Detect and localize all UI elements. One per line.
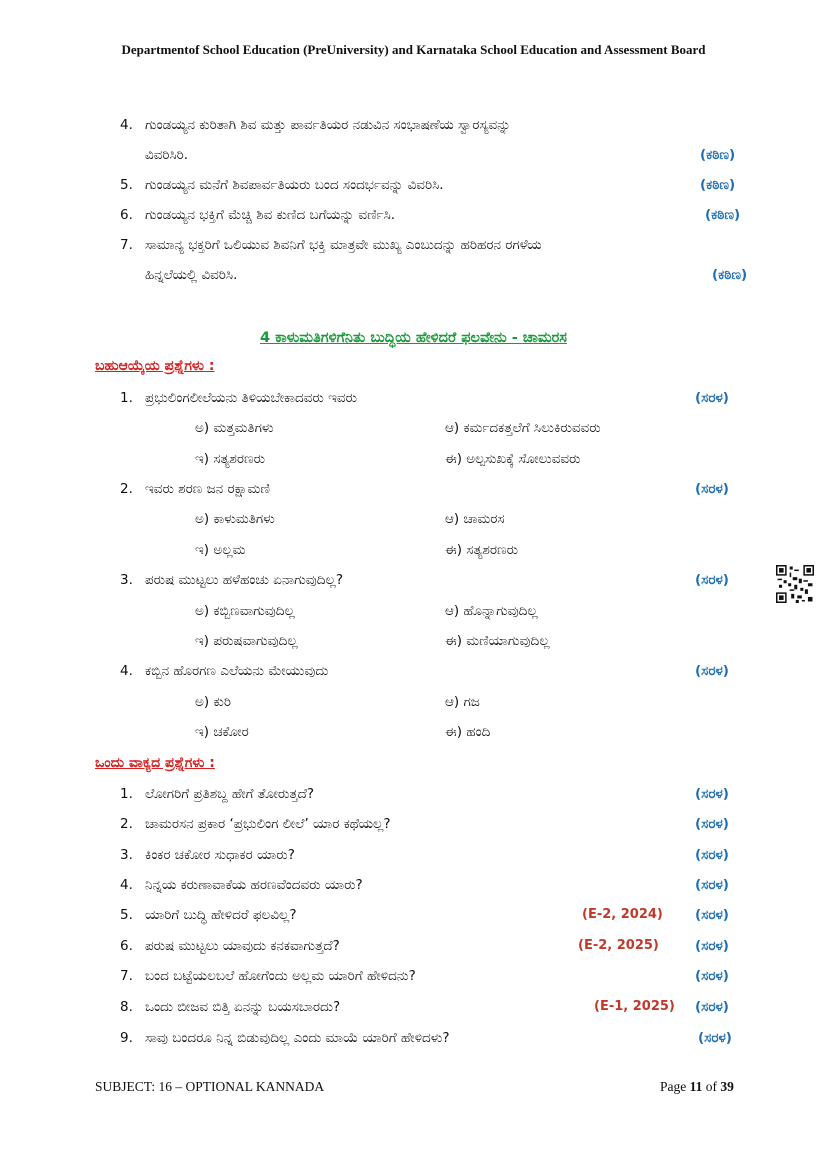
option-b: ಆ) ಹೊನ್ನಾಗುವುದಿಲ್ಲ	[445, 603, 538, 619]
difficulty-tag: (ಸರಳ)	[695, 877, 729, 893]
question-number: 1.	[120, 390, 133, 406]
difficulty-tag: (ಸರಳ)	[695, 816, 729, 832]
question-text: ಕಬ್ಬಿನ ಹೊರಗಣ ಎಲೆಯನು ಮೇಯುವುದು	[145, 663, 329, 679]
option-b: ಆ) ಗಜ	[445, 694, 480, 710]
question-text: ಚಾಮರಸನ ಪ್ರಕಾರ ‘ಪ್ರಭುಲಿಂಗ ಲೀಲೆ’ ಯಾರ ಕಥೆಯಲ್ಲ?	[145, 816, 391, 832]
difficulty-tag: (ಸರಳ)	[695, 907, 729, 923]
question-number: 6.	[120, 207, 133, 223]
question-number: 7.	[120, 237, 133, 253]
option-b: ಆ) ಕರ್ಮದಕತ್ತಲೆಗೆ ಸಿಲುಕಿರುವವರು	[445, 420, 601, 436]
question-number: 5.	[120, 177, 133, 193]
question-text: ಬಂದ ಬಟ್ಟೆಯಲಬಲೆ ಹೋಗೆಂದು ಅಲ್ಲಮ ಯಾರಿಗೆ ಹೇಳಿದನು?	[145, 968, 416, 984]
exam-year-tag: (E-1, 2025)	[594, 999, 675, 1014]
difficulty-tag: (ಸರಳ)	[695, 938, 729, 954]
question-number: 4.	[120, 877, 133, 893]
page-current: 11	[689, 1079, 703, 1094]
footer-page-number	[660, 1079, 734, 1095]
difficulty-tag: (ಕಠಿಣ)	[700, 147, 736, 163]
question-number: 4.	[120, 117, 133, 133]
question-text: ಪರುಷ ಮುಟ್ಟಲು ಯಾವುದು ಕನಕವಾಗುತ್ತದೆ?	[145, 938, 340, 954]
one-line-heading: ಒಂದು ವಾಕ್ಯದ ಪ್ರಶ್ನೆಗಳು :	[95, 755, 215, 771]
question-text-cont: ಹಿನ್ನಲೆಯಲ್ಲಿ ವಿವರಿಸಿ.	[145, 267, 238, 283]
question-text: ಪರುಷ ಮುಟ್ಟಲು ಹಳೆಹಂಚು ಏನಾಗುವುದಿಲ್ಲ?	[145, 572, 343, 588]
exam-year-tag: (E-2, 2025)	[578, 938, 659, 953]
question-text: ಪ್ರಭುಲಿಂಗಲೀಲೆಯನು ತಿಳಿಯಬೇಕಾದವರು ಇವರು	[145, 390, 357, 406]
question-number: 2.	[120, 816, 133, 832]
option-a: ಅ) ಕಾಳುಮತಿಗಳು	[195, 511, 275, 527]
question-text: ಗುಂಡಯ್ಯನ ಮನೆಗೆ ಶಿವಪಾರ್ವತಿಯರು ಬಂದ ಸಂದರ್ಭವನ್ನು ವಿವರಿಸಿ.	[145, 177, 444, 193]
option-c: ಇ) ಚಕೋರ	[195, 724, 249, 740]
option-a: ಅ) ಕಬ್ಬಿಣವಾಗುವುದಿಲ್ಲ	[195, 603, 295, 619]
question-number: 3.	[120, 572, 133, 588]
option-a: ಅ) ಮತ್ತಮತಿಗಳು	[195, 420, 274, 436]
chapter-title: 4 ಕಾಳುಮತಿಗಳಿಗೆನಿತು ಬುದ್ಧಿಯ ಹೇಳಿದರೆ ಫಲವೇನು - ಚಾಮರಸ	[260, 330, 567, 346]
difficulty-tag: (ಕಠಿಣ)	[712, 267, 748, 283]
difficulty-tag: (ಸರಳ)	[695, 572, 729, 588]
option-a: ಅ) ಕುರಿ	[195, 694, 231, 710]
difficulty-tag: (ಕಠಿಣ)	[705, 207, 741, 223]
question-text: ಒಂದು ಬೀಜವ ಬಿತ್ತಿ ಏನನ್ನು ಬಯಸಬಾರದು?	[145, 999, 341, 1015]
question-number: 7.	[120, 968, 133, 984]
option-d: ಈ) ಹಂದಿ	[445, 724, 491, 740]
question-number: 8.	[120, 999, 133, 1015]
page-label: Page	[660, 1079, 687, 1094]
option-c: ಇ) ಅಲ್ಲಮ	[195, 542, 246, 558]
question-text: ಗುಂಡಯ್ಯನ ಭಕ್ತಿಗೆ ಮೆಚ್ಚಿ ಶಿವ ಕುಣಿದ ಬಗೆಯನ್ನು ವರ್ಣಿಸಿ.	[145, 207, 396, 223]
question-text: ಕಿಂಕರ ಚಕೋರ ಸುಧಾಕರ ಯಾರು?	[145, 847, 295, 863]
question-text-cont: ವಿವರಿಸಿರಿ.	[145, 147, 189, 163]
page-header: Departmentof School Education (PreUniversity) and Karnataka School Education and Assessment Board	[121, 42, 706, 57]
question-text: ಸಾವು ಬಂದರೂ ನಿನ್ನ ಬಿಡುವುದಿಲ್ಲ ಎಂದು ಮಾಯೆ ಯಾರಿಗೆ ಹೇಳಿದಳು?	[145, 1030, 450, 1046]
difficulty-tag: (ಸರಳ)	[695, 847, 729, 863]
question-text: ಸಾಮಾನ್ಯ ಭಕ್ತರಿಗೆ ಒಲಿಯುವ ಶಿವನಿಗೆ ಭಕ್ತಿ ಮಾತ್ರವೇ ಮುಖ್ಯ ಎಂಬುದನ್ನು ಹರಿಹರನ ರಗಳೆಯ	[145, 237, 542, 253]
difficulty-tag: (ಸರಳ)	[695, 786, 729, 802]
exam-year-tag: (E-2, 2024)	[582, 907, 663, 922]
question-text: ನಿನ್ನಯ ಕರುಣಾವಾಕೆಯ ಹರಣವೆಂದವರು ಯಾರು?	[145, 877, 363, 893]
question-text: ಲೋಗರಿಗೆ ಪ್ರತಿಶಬ್ದ ಹೇಗೆ ತೋರುತ್ತದೆ?	[145, 786, 315, 802]
option-c: ಇ) ಸತ್ಯಶರಣರು	[195, 451, 266, 467]
difficulty-tag: (ಸರಳ)	[695, 390, 729, 406]
question-number: 2.	[120, 481, 133, 497]
question-text: ಗುಂಡಯ್ಯನ ಕುರಿತಾಗಿ ಶಿವ ಮತ್ತು ಪಾರ್ವತಿಯರ ನಡುವಿನ ಸಂಭಾಷಣೆಯ ಸ್ವಾರಸ್ಯವನ್ನು	[145, 117, 511, 133]
footer-subject: SUBJECT: 16 – OPTIONAL KANNADA	[95, 1079, 325, 1094]
question-number: 4.	[120, 663, 133, 679]
option-c: ಇ) ಪರುಷವಾಗುವುದಿಲ್ಲ	[195, 633, 298, 649]
page-total: 39	[720, 1079, 734, 1094]
option-d: ಈ) ಸತ್ಯಶರಣರು	[445, 542, 519, 558]
question-number: 9.	[120, 1030, 133, 1046]
qr-code-icon	[776, 565, 814, 603]
difficulty-tag: (ಸರಳ)	[698, 1030, 732, 1046]
difficulty-tag: (ಸರಳ)	[695, 663, 729, 679]
option-d: ಈ) ಅಲ್ಪಸುಖಕ್ಕೆ ಸೋಲುವವರು	[445, 451, 581, 467]
question-number: 6.	[120, 938, 133, 954]
difficulty-tag: (ಸರಳ)	[695, 481, 729, 497]
question-number: 5.	[120, 907, 133, 923]
difficulty-tag: (ಸರಳ)	[695, 999, 729, 1015]
question-number: 3.	[120, 847, 133, 863]
difficulty-tag: (ಕಠಿಣ)	[700, 177, 736, 193]
question-number: 1.	[120, 786, 133, 802]
difficulty-tag: (ಸರಳ)	[695, 968, 729, 984]
question-text: ಯಾರಿಗೆ ಬುದ್ಧಿ ಹೇಳಿದರೆ ಫಲವಿಲ್ಲ?	[145, 907, 297, 923]
question-text: ಇವರು ಶರಣ ಜನ ರಕ್ಷಾಮಣಿ	[145, 481, 270, 497]
page-of: of	[705, 1079, 718, 1094]
option-d: ಈ) ಮಣಿಯಾಗುವುದಿಲ್ಲ	[445, 633, 550, 649]
option-b: ಆ) ಚಾಮರಸ	[445, 511, 505, 527]
mcq-heading: ಬಹುಆಯ್ಕೆಯ ಪ್ರಶ್ನೆಗಳು :	[95, 358, 215, 374]
